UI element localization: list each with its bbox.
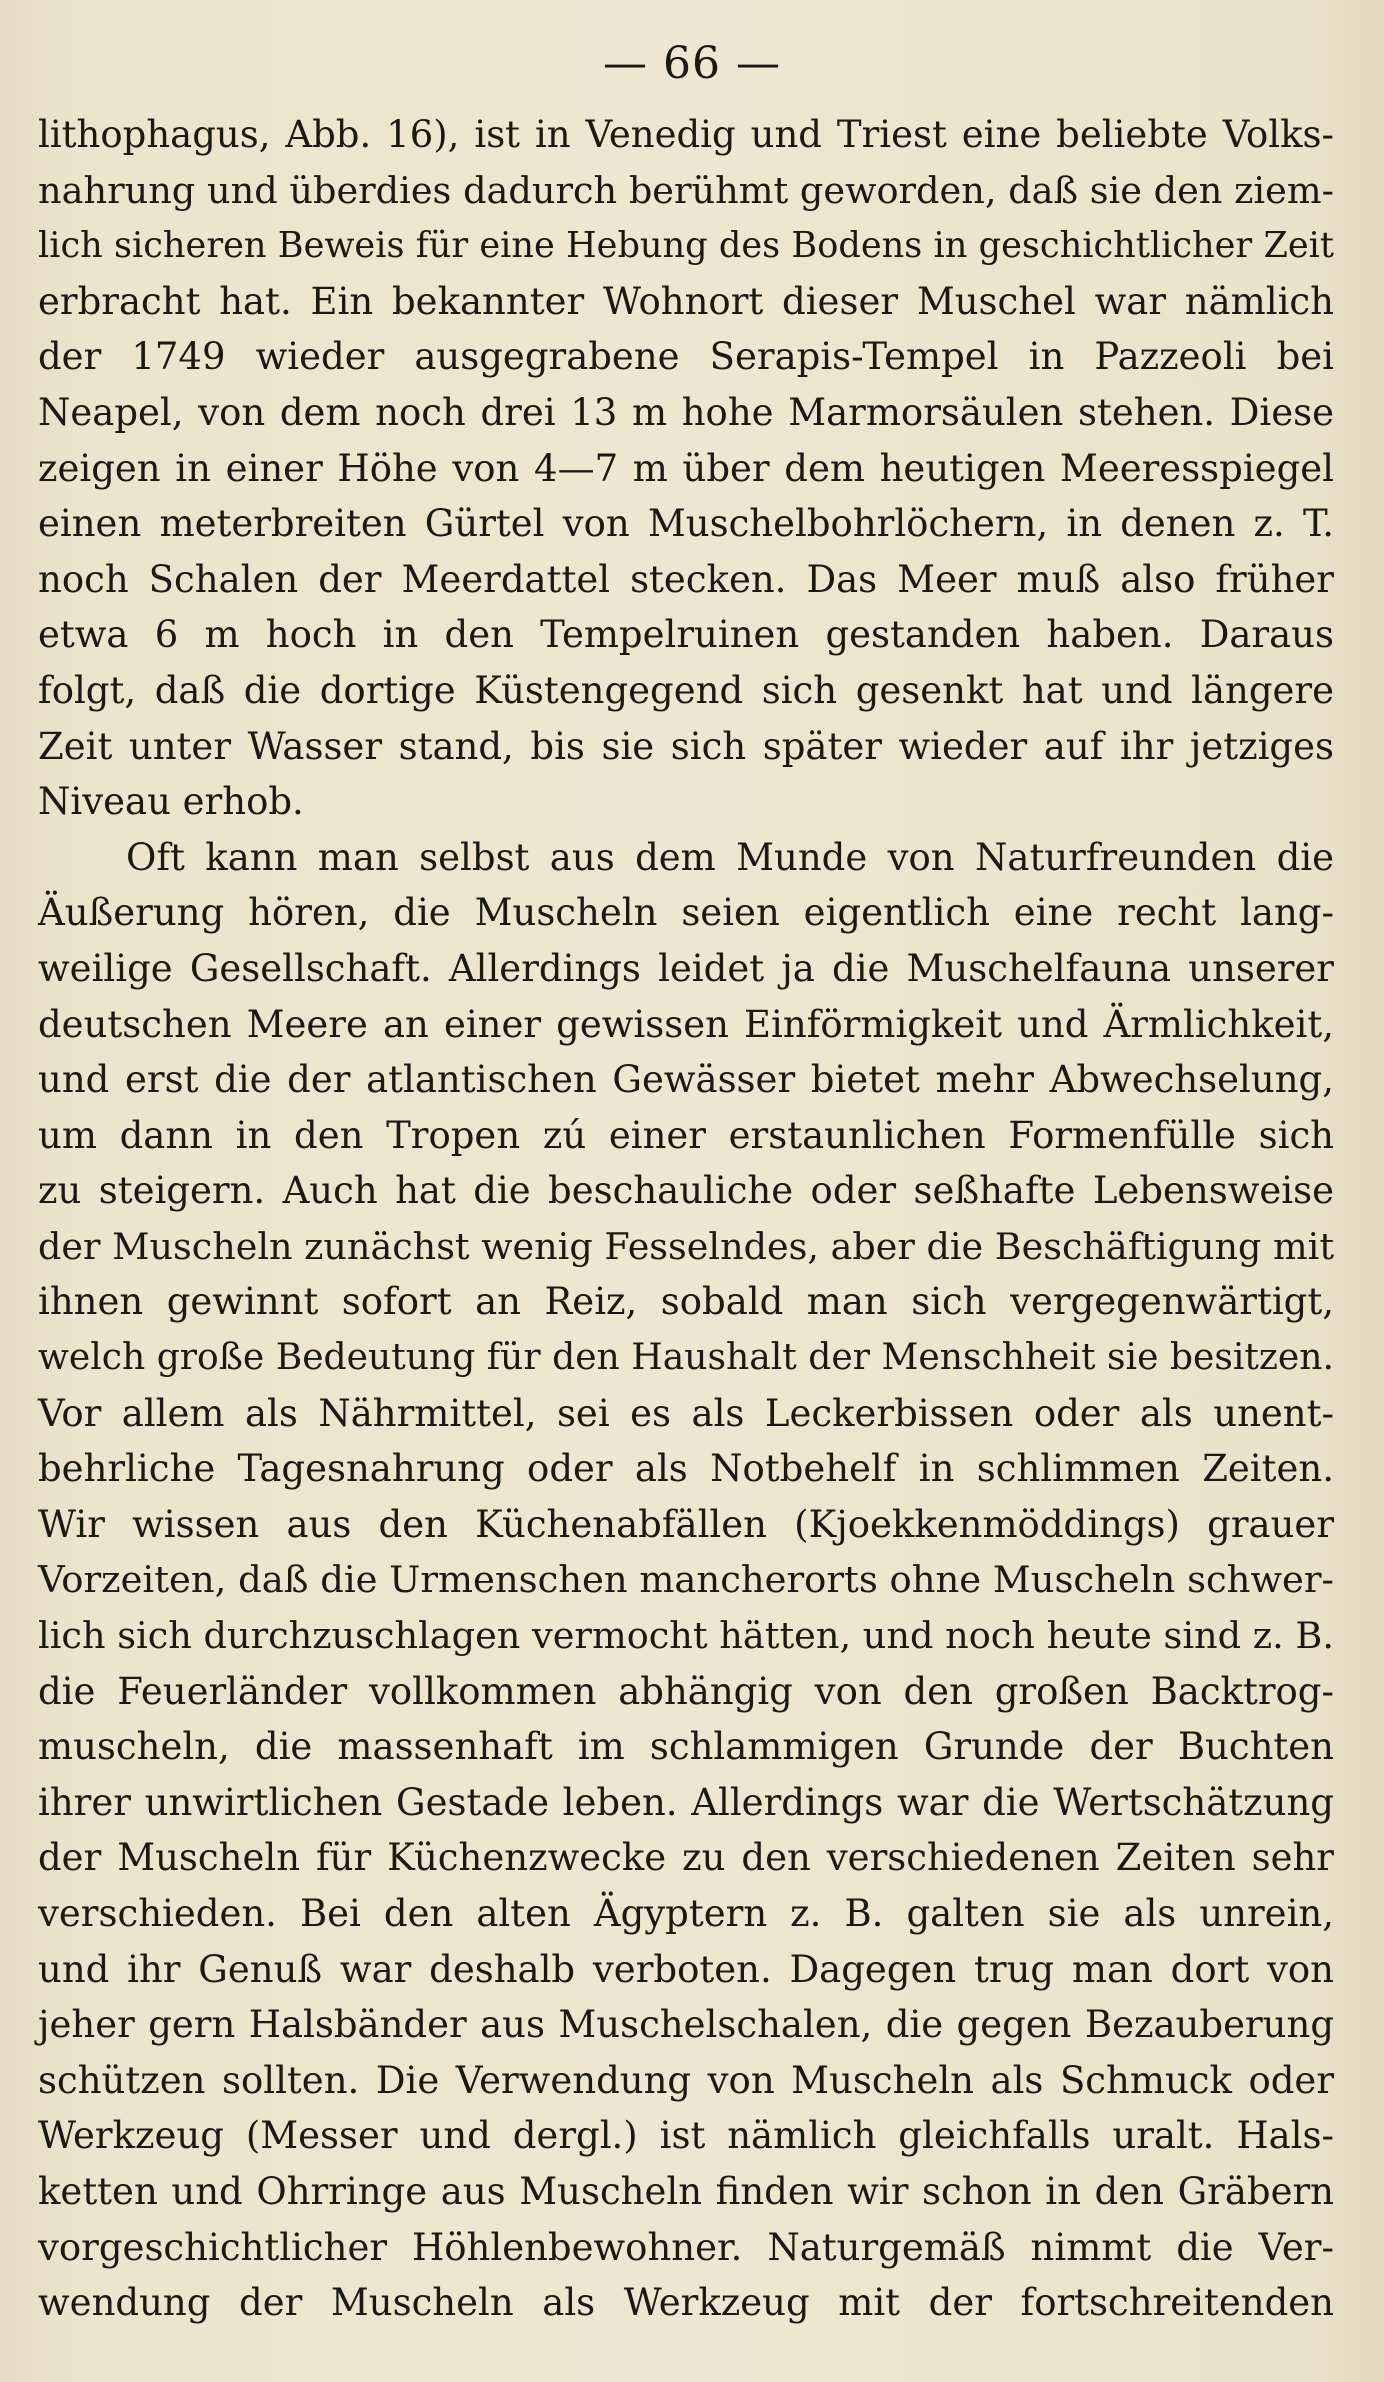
text-line: und ihr Genuß war deshalb verboten. Dagegen trug man dort von: [38, 1947, 1334, 1991]
text-line: lich sich durchzuschlagen vermocht hätten, und noch heute sind z. B.: [38, 1614, 1334, 1658]
text-line: verschieden. Bei den alten Ägyptern z. B. galten sie als unrein,: [38, 1892, 1334, 1935]
text-line: etwa 6 m hoch in den Tempelruinen gestanden haben. Daraus: [38, 613, 1334, 657]
text-line: lich sicheren Beweis für eine Hebung des Bodens in geschichtlicher Zeit: [38, 225, 1334, 267]
text-line: und erst die der atlantischen Gewässer bietet mehr Abwechselung,: [38, 1058, 1334, 1102]
text-line: erbracht hat. Ein bekannter Wohnort dieser Muschel war nämlich: [38, 279, 1334, 323]
text-line: behrliche Tagesnahrung oder als Notbehelf in schlimmen Zeiten.: [38, 1447, 1334, 1491]
text-line: Vor allem als Nährmittel, sei es als Leckerbissen oder als unent-: [38, 1391, 1334, 1435]
text-line: der 1749 wieder ausgegrabene Serapis-Tempel in Pazzeoli bei: [38, 335, 1334, 379]
text-line: noch Schalen der Meerdattel stecken. Das Meer muß also früher: [38, 557, 1334, 601]
text-line: Vorzeiten, daß die Urmenschen mancherorts ohne Muscheln schwer-: [38, 1558, 1334, 1602]
body-text: [38, 107, 1334, 2331]
text-line: die Feuerländer vollkommen abhängig von den großen Backtrog-: [38, 1669, 1334, 1713]
text-line: muscheln, die massenhaft im schlammigen Grunde der Buchten: [38, 1725, 1334, 1769]
text-line: Äußerung hören, die Muscheln seien eigentlich eine recht lang-: [38, 891, 1334, 935]
text-line: zu steigern. Auch hat die beschauliche oder seßhafte Lebensweise: [38, 1169, 1334, 1213]
text-line: zeigen in einer Höhe von 4—7 m über dem heutigen Meeresspiegel: [38, 446, 1334, 490]
text-line: folgt, daß die dortige Küstengegend sich gesenkt hat und längere: [38, 668, 1334, 712]
text-line: Zeit unter Wasser stand, bis sie sich später wieder auf ihr jetziges: [38, 724, 1334, 768]
text-line: deutschen Meere an einer gewissen Einförmigkeit und Ärmlichkeit,: [38, 1002, 1334, 1046]
text-line: nahrung und überdies dadurch berühmt geworden, daß sie den ziem-: [38, 168, 1334, 212]
text-line: Neapel, von dem noch drei 13 m hohe Marmorsäulen stehen. Diese: [38, 390, 1334, 434]
paragraph-1: [38, 107, 1334, 830]
text-line: der Muscheln für Küchenzwecke zu den verschiedenen Zeiten sehr: [38, 1836, 1334, 1880]
text-line: vorgeschichtlicher Höhlenbewohner. Naturgemäß nimmt die Ver-: [38, 2225, 1334, 2269]
paragraph-2: [38, 830, 1334, 2331]
text-line: ihnen gewinnt sofort an Reiz, sobald man sich vergegenwärtigt,: [38, 1280, 1334, 1324]
text-line: Wir wissen aus den Küchenabfällen (Kjoekkenmöddings) grauer: [38, 1502, 1334, 1546]
text-line: ketten und Ohrringe aus Muscheln finden wir schon in den Gräbern: [38, 2169, 1334, 2213]
text-line: Niveau erhob.: [38, 780, 304, 824]
text-line: Werkzeug (Messer und dergl.) ist nämlich gleichfalls uralt. Hals-: [38, 2114, 1334, 2158]
text-line: um dann in den Tropen zú einer erstaunlichen Formenfülle sich: [38, 1113, 1334, 1157]
text-line: lithophagus, Abb. 16), ist in Venedig und Triest eine beliebte Volks-: [38, 113, 1334, 156]
text-line: einen meterbreiten Gürtel von Muschelbohrlöchern, in denen z. T.: [38, 502, 1334, 546]
text-line: schützen sollten. Die Verwendung von Muscheln als Schmuck oder: [38, 2058, 1334, 2102]
text-line: Oft kann man selbst aus dem Munde von Naturfreunden die: [126, 835, 1334, 879]
text-line: der Muscheln zunächst wenig Fesselndes, aber die Beschäftigung mit: [38, 1224, 1334, 1268]
text-line: wendung der Muscheln als Werkzeug mit der fortschreitenden: [38, 2281, 1334, 2325]
text-line: jeher gern Halsbänder aus Muschelschalen, die gegen Bezauberung: [38, 2003, 1334, 2047]
page-number: — 66 —: [603, 38, 781, 89]
text-line: ihrer unwirtlichen Gestade leben. Allerdings war die Wertschätzung: [38, 1780, 1334, 1824]
text-line: weilige Gesellschaft. Allerdings leidet ja die Muschelfauna unserer: [38, 946, 1334, 990]
text-line: welch große Bedeutung für den Haushalt der Menschheit sie besitzen.: [38, 1336, 1334, 1379]
